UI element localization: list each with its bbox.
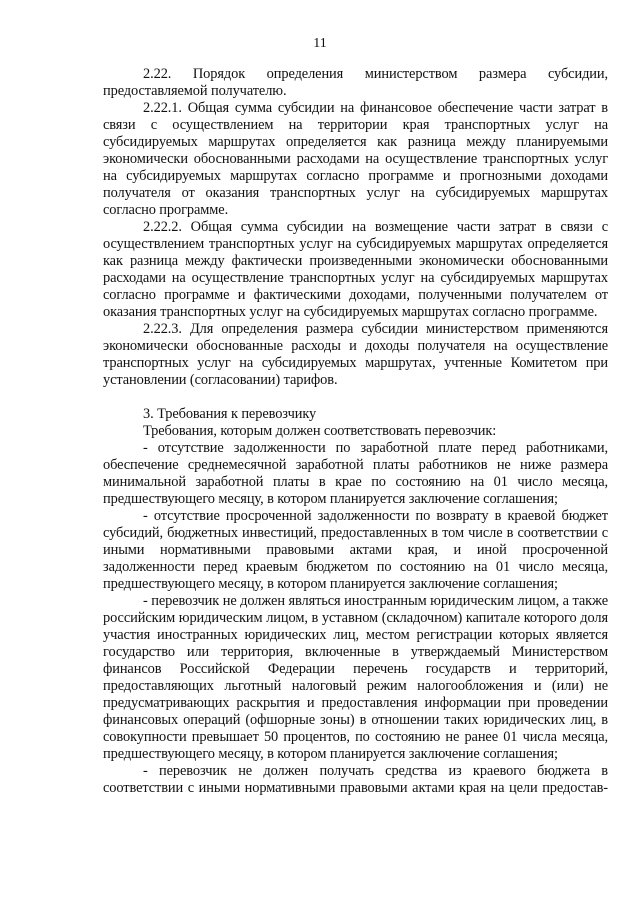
requirement-item: - перевозчик не должен получать средства из краевого бюджета в соответствии с иными нормативными правовыми актами края на цели предостав- [103,763,608,796]
document-body [103,66,608,797]
paragraph-2-22: 2.22. Порядок определения министерством размера субсидии, предоставляемой получателю. [103,66,608,99]
paragraph-2-22-2: 2.22.2. Общая сумма субсидии на возмещение части затрат в связи с осуществлением транспортных услуг на субсидируемых маршрутах определяется как разница между фактически произведенными экономически обоснованными расходами на осуществление транспортных услуг на субсидируемых маршрутах согласно программе и фактическими доходами, полученными получателем от оказания транспортных услуг на субсидируемых маршрутах согласно программе. [103,219,608,320]
requirement-item: - перевозчик не должен являться иностранным юридическим лицом, а также российским юридическим лицом, в уставном (складочном) капитале которого доля участия иностранных юридических лиц, местом регистрации которых является государство или территория, включенные в утверждаемый Министерством финансов Российской Федерации перечень государств и территорий, предоставляющих льготный налоговый режим налогообложения и (или) не предусматривающих раскрытия и предоставления информации при проведении финансовых операций (офшорные зоны) в отношении таких юридических лиц, в совокупности превышает 50 процентов, по состоянию не ранее 01 числа месяца, предшествующего месяцу, в котором планируется заключение соглашения; [103,593,608,762]
section-3-heading: 3. Требования к перевозчику [143,406,317,422]
requirement-item: - отсутствие просроченной задолженности по возврату в краевой бюджет субсидий, бюджетных инвестиций, предоставленных в том числе в соответствии с иными нормативными правовыми актами края, и иной просроченной задолженности перед краевым бюджетом по состоянию на 01 число месяца, предшествующего месяцу, в котором планируется заключение соглашения; [103,508,608,592]
paragraph-2-22-3: 2.22.3. Для определения размера субсидии министерством применяются экономически обоснованные расходы и доходы получателя на осуществление транспортных услуг на субсидируемых маршрутах, учтенные Комитетом при установлении (согласовании) тарифов. [103,321,608,388]
paragraph-2-22-1: 2.22.1. Общая сумма субсидии на финансовое обеспечение части затрат в связи с осуществлением на территории края транспортных услуг на субсидируемых маршрутах определяется как разница между планируемыми экономически обоснованными расходами на осуществление транспортных услуг на субсидируемых маршрутах согласно программе и прогнозными доходами получателя от оказания транспортных услуг на субсидируемых маршрутах согласно программе. [103,100,608,218]
section-3-intro: Требования, которым должен соответствовать перевозчик: [143,423,497,439]
requirement-item: - отсутствие задолженности по заработной плате перед работниками, обеспечение среднемесячной заработной платы работников не ниже размера минимальной заработной платы в крае по состоянию на 01 число месяца, предшествующего месяцу, в котором планируется заключение соглашения; [103,440,608,507]
page-number: 11 [313,36,327,51]
